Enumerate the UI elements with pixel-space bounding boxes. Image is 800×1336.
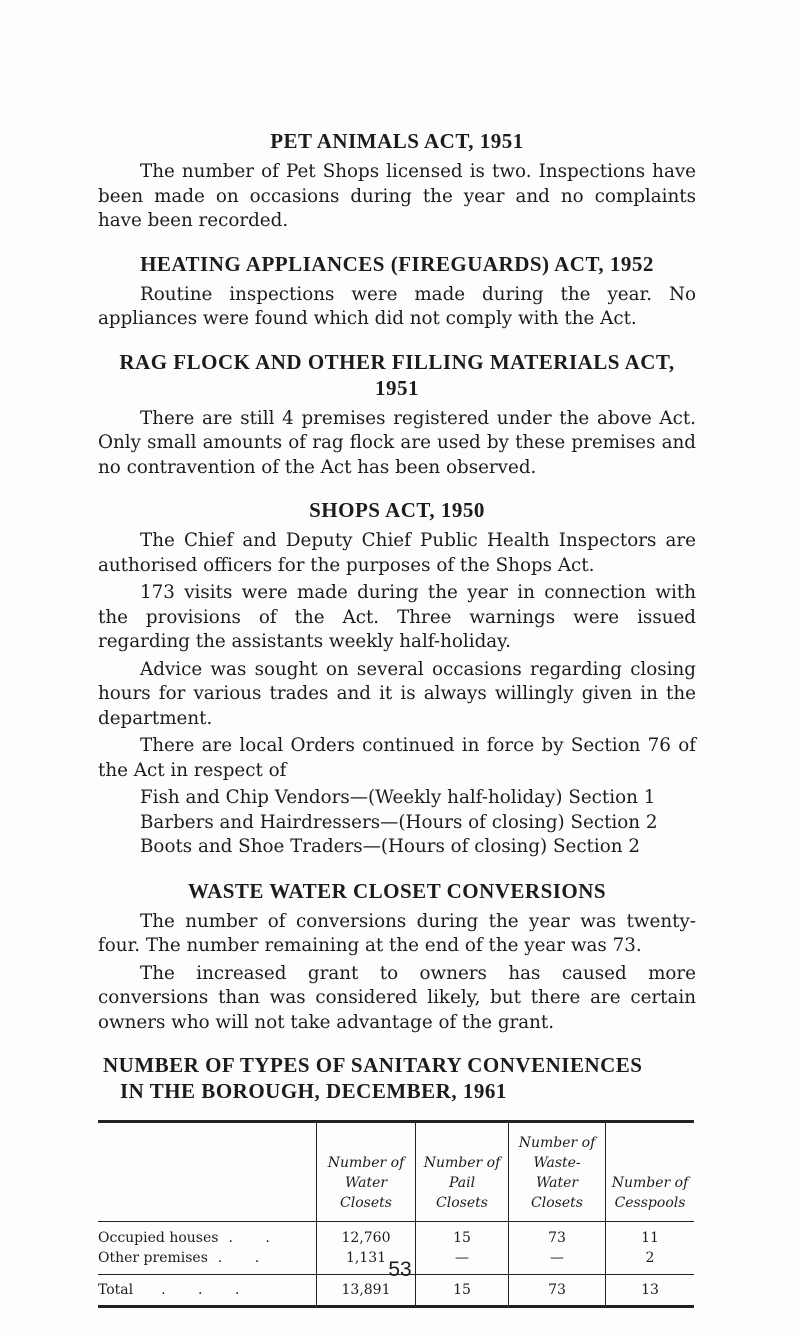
rag-flock-heading-line1: RAG FLOCK AND OTHER FILLING MATERIALS ACT,: [119, 349, 675, 374]
shops-act-paragraph-2: 173 visits were made during the year in connection with the provisions of the Act. Three warnings were issued regarding the assistants weekly half-holiday.: [98, 582, 696, 652]
section-heading-waste-water: WASTE WATER CLOSET CONVERSIONS: [187, 878, 607, 903]
header-cesspools: Number of Cesspools: [606, 1122, 695, 1222]
table-header-blank: [98, 1122, 317, 1222]
rag-flock-heading-line2: 1951: [375, 375, 419, 400]
table-cell: 12,760: [317, 1222, 416, 1249]
total-label: Total . . .: [98, 1275, 317, 1307]
table-header-row: [98, 1122, 694, 1222]
row-label: Occupied houses . .: [98, 1230, 284, 1246]
heating-appliances-paragraph: Routine inspections were made during the year. No appliances were found which did not comply with the Act.: [98, 283, 696, 329]
section-heading-shops-act: SHOPS ACT, 1950: [309, 498, 485, 522]
table-cell: 15: [416, 1222, 509, 1249]
table-cell: 73: [509, 1275, 606, 1307]
local-orders-list: [140, 786, 696, 860]
header-water-closets: Number of Water Closets: [317, 1122, 416, 1222]
header-waste-water-closets: Number of Waste- Water Closets: [509, 1122, 606, 1222]
row-label: Other premises . .: [98, 1250, 274, 1266]
section-heading-sanitary-conveniences: [103, 1052, 696, 1104]
sanitary-heading-line2: IN THE BOROUGH, DECEMBER, 1961: [120, 1079, 507, 1103]
table-cell: 15: [416, 1275, 509, 1307]
table-cell: 11: [606, 1222, 695, 1249]
table-cell: 13,891: [317, 1275, 416, 1307]
table-cell: 13: [606, 1275, 695, 1307]
waste-water-paragraph-1: The number of conversions during the year was twenty-four. The number remaining at the end of the year was 73.: [98, 910, 696, 956]
sanitary-heading-line1: NUMBER OF TYPES OF SANITARY CONVENIENCES: [103, 1053, 643, 1077]
section-heading-pet-animals: PET ANIMALS ACT, 1951: [270, 129, 524, 153]
local-order-item: Barbers and Hairdressers—(Hours of closing) Section 2: [140, 811, 658, 833]
header-pail-closets: Number of Pail Closets: [416, 1122, 509, 1222]
table-cell: —: [416, 1248, 509, 1275]
section-heading-heating-appliances: HEATING APPLIANCES (FIREGUARDS) ACT, 1952: [140, 251, 654, 276]
page-number: 53: [388, 1258, 412, 1281]
table-cell: 1,131: [317, 1248, 416, 1275]
shops-act-paragraph-1: The Chief and Deputy Chief Public Health Inspectors are authorised officers for the purposes of the Shops Act.: [98, 530, 696, 576]
pet-animals-paragraph: The number of Pet Shops licensed is two. Inspections have been made on occasions during the year and no complaints have been recorded.: [98, 161, 696, 231]
table-cell: 73: [509, 1222, 606, 1249]
waste-water-paragraph-2: The increased grant to owners has caused more conversions than was considered likely, but there are certain owners who will not take advantage of the grant.: [98, 962, 696, 1033]
local-order-item: Boots and Shoe Traders—(Hours of closing) Section 2: [140, 836, 640, 857]
section-heading-rag-flock: [98, 349, 696, 401]
table-cell: 2: [606, 1248, 695, 1275]
page-content: [98, 128, 696, 1308]
shops-act-paragraph-3: Advice was sought on several occasions regarding closing hours for various trades and it is always willingly given in the department.: [98, 658, 696, 729]
table-row: [98, 1222, 694, 1249]
local-order-item: Fish and Chip Vendors—(Weekly half-holiday) Section 1: [140, 787, 656, 808]
table-cell: —: [509, 1248, 606, 1275]
shops-act-paragraph-4: There are local Orders continued in force by Section 76 of the Act in respect of: [98, 735, 696, 781]
rag-flock-paragraph: There are still 4 premises registered under the above Act. Only small amounts of rag flock are used by these premises and no contravention of the Act has been observed.: [98, 407, 696, 478]
